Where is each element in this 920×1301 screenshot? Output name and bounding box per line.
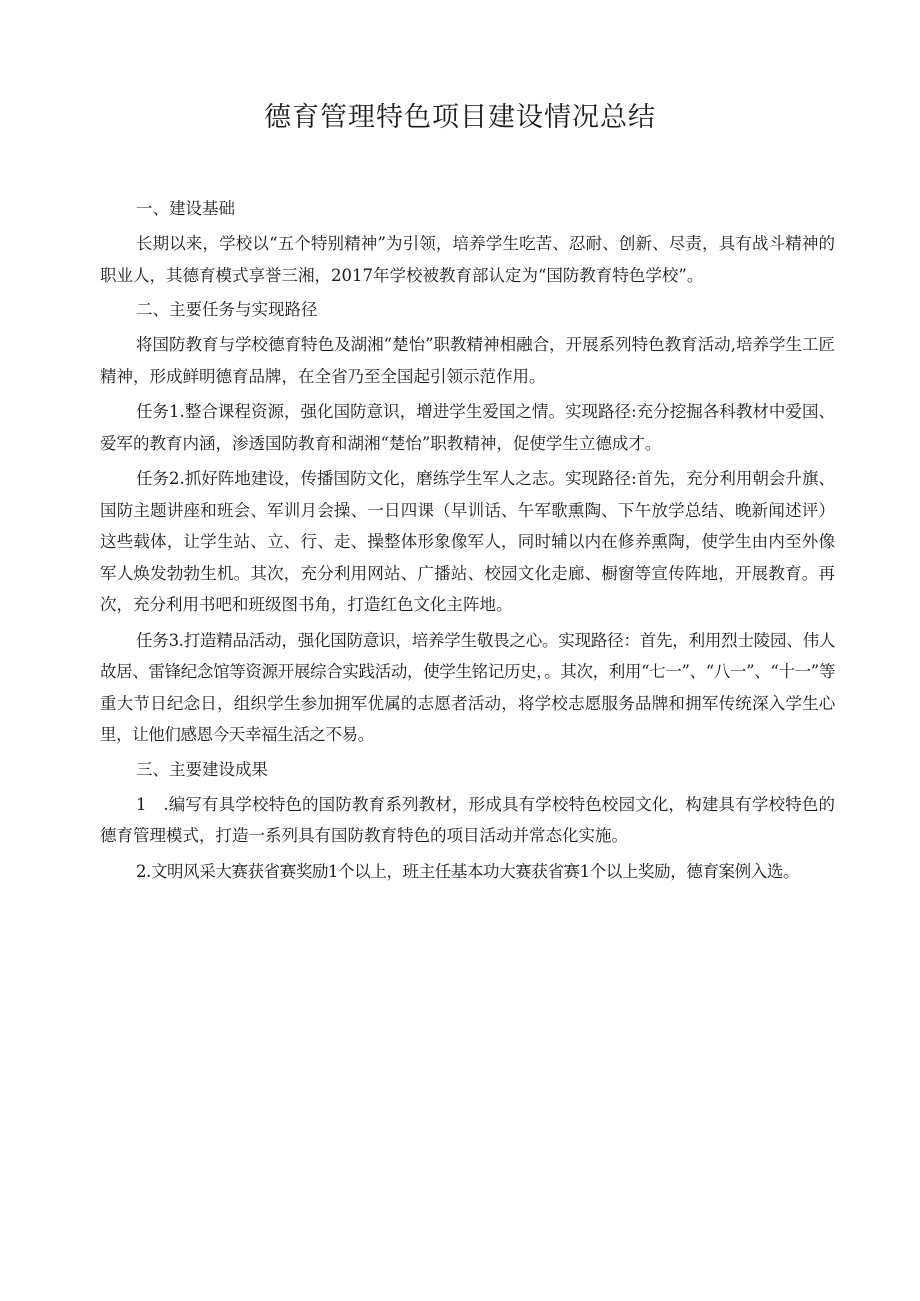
section-heading: 三、主要建设成果	[136, 759, 268, 779]
section-heading: 一、建设基础	[136, 199, 235, 218]
section-construction-basis	[100, 194, 835, 291]
paragraph-result-1: 1 .编写有具学校特色的国防教育系列教材，形成具有学校特色校园文化，构建具有学校特色的德育管理模式，打造一系列具有国防教育特色的项目活动并常态化实施。	[100, 794, 835, 845]
section-heading: 二、主要任务与实现路径	[136, 300, 318, 319]
document-title: 德育管理特色项目建设情况总结	[264, 102, 656, 133]
paragraph-result-2: 2.文明风采大赛获省赛奖励1个以上，班主任基本功大赛获省赛1个以上奖励，德育案例入选。	[136, 861, 800, 881]
section-main-tasks	[100, 295, 835, 751]
paragraph: 长期以来，学校以“五个特别精神”为引领，培养学生吃苦、忍耐、创新、尽责，具有战斗精神的职业人，其德育模式享誉三湘，2017年学校被教育部认定为“国防教育特色学校”。	[100, 234, 835, 285]
paragraph-task-1: 任务1.整合课程资源，强化国防意识，增进学生爱国之情。实现路径:充分挖掘各科教材中爱国、爱军的教育内涵，渗透国防教育和湖湘“楚怡”职教精神，促使学生立德成才。	[100, 402, 835, 453]
paragraph-task-3: 任务3.打造精品活动，强化国防意识，培养学生敬畏之心。实现路径：首先，利用烈士陵园、伟人故居、雷锋纪念馆等资源开展综合实践活动，使学生铭记历史，。其次，利用“七一”、“八一”、“十一”等重大节日纪念日，组织学生参加拥军优属的志愿者活动，将学校志愿服务品牌和拥军传统深入学生心里，让他们感恩今天幸福生活之不易。	[100, 630, 835, 744]
paragraph: 将国防教育与学校德育特色及湖湘“楚怡”职教精神相融合，开展系列特色教育活动,培养学生工匠精神，形成鲜明德育品牌，在全省乃至全国起引领示范作用。	[100, 335, 835, 386]
section-main-results	[100, 755, 835, 888]
document-body	[100, 194, 835, 891]
paragraph-task-2: 任务2.抓好阵地建设，传播国防文化，磨练学生军人之志。实现路径:首先，充分利用朝会升旗、国防主题讲座和班会、军训月会操、一日四课（早训话、午军歌熏陶、下午放学总结、晚新闻述评）这些载体，让学生站、立、行、走、操整体形象像军人，同时辅以内在修养熏陶，使学生由内至外像军人焕发勃勃生机。其次，充分利用网站、广播站、校园文化走廊、橱窗等宣传阵地，开展教育。再次，充分利用书吧和班级图书角，打造红色文化主阵地。	[100, 469, 835, 614]
